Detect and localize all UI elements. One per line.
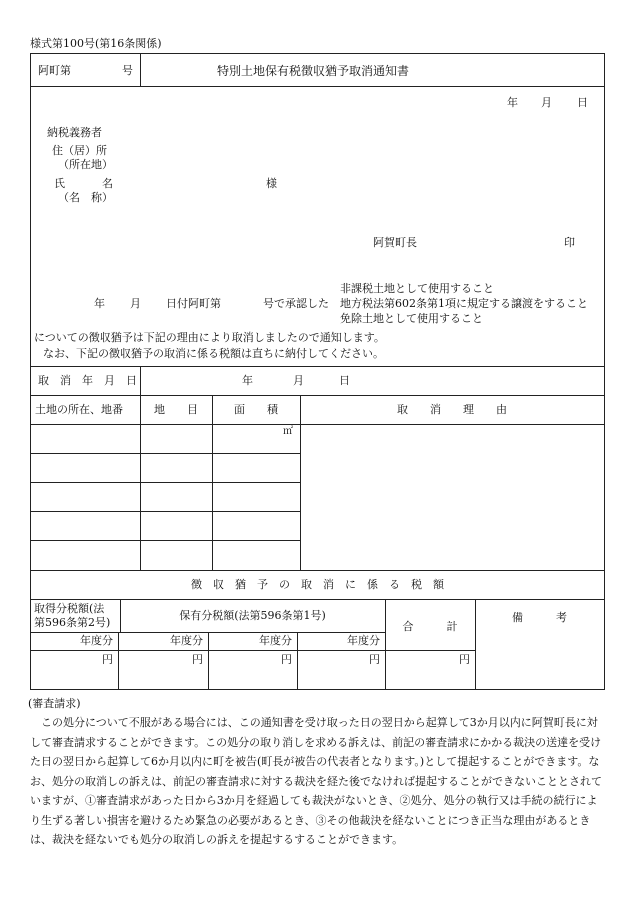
doc-number-prefix: 阿町第 [38,64,71,77]
tax-col-4 [385,599,386,689]
address-sub-label: （所在地） [58,158,113,171]
cancel-date-vline [140,366,141,395]
cancel-date-label: 取 消 年 月 日 [38,374,137,387]
seal-mark: 印 [564,236,575,249]
year-part-acq: 年度分 [80,634,113,647]
approval-option-2: 地方税法第602条第1項に規定する譲渡をすること [340,297,588,310]
address-label: 住（居）所 [52,144,107,157]
appeal-heading: (審査請求) [28,697,81,710]
approval-year: 年 [94,297,105,310]
cancel-date-month: 月 [293,374,304,387]
hold-label: 保有分税額(法第596条第1号) [179,609,326,622]
land-row-line-2 [30,482,300,483]
remarks-label: 備 考 [512,611,567,624]
col-area: 面 積 [234,403,278,416]
document-title: 特別土地保有税徴収猶予取消通知書 [217,64,410,78]
total-label: 合 計 [402,620,458,633]
yen-hold-2: 円 [281,653,292,666]
date-month: 月 [541,96,552,109]
year-part-hold-2: 年度分 [259,634,292,647]
taxpayer-heading: 納税義務者 [47,126,102,139]
approval-option-3: 免除土地として使用すること [340,312,483,325]
frame-right [604,53,605,690]
tax-year-divider [30,650,475,651]
tax-section-title: 徴 収 猶 予 の 取 消 に 係 る 税 額 [191,578,444,591]
name-label-2: 名 [102,177,113,190]
date-year: 年 [507,96,518,109]
col-reason: 取 消 理 由 [397,403,507,416]
date-day: 日 [577,96,588,109]
year-part-hold-1: 年度分 [170,634,203,647]
land-row-line-3 [30,511,300,512]
frame-top [30,53,605,54]
header-vline [140,53,141,86]
approval-option-1: 非課税土地として使用すること [340,282,494,295]
land-col-line-1 [140,395,141,570]
honorific: 様 [266,177,277,190]
land-table-bottom [30,570,605,571]
col-location: 土地の所在、地番 [35,403,123,416]
approval-date-ref: 日付阿町第 [166,297,221,310]
approval-month: 月 [130,297,141,310]
area-unit: ㎡ [283,426,293,437]
yen-acq: 円 [102,653,113,666]
yen-total: 円 [459,653,470,666]
notice-line-1: についての徴収猶予は下記の理由により取消しましたので通知します。 [34,331,385,344]
cancel-date-year: 年 [242,374,253,387]
appeal-body: この処分について不服がある場合には、この通知書を受け取った日の翌日から起算して3か月以内に阿賀町長に対して審査請求することができます。この処分の取り消しを求める訴えは、前記の審査請求にかかる裁決の送達を受けた日の翌日から起算して6か月以内に町を被告(町長が被告の代表者となります。)として提起することができます。なお、処分の取消しの訴えは、前記の審査請求に対する裁決を経た後でなければ提起することができないこととされていますが、①審査請求があった日から3か月を経過しても裁決がないとき、②処分、処分の執行又は手続の続行により生ずる著しい損害を避けるため緊急の必要があるとき、③その他裁決を経ないことにつき正当な理由があるときは、裁決を経ないでも処分の取消しの訴えを提起するすることができます。 [30,716,602,846]
doc-number-suffix: 号 [122,64,133,77]
col-category: 地 目 [154,403,198,416]
form-id: 様式第100号(第16条関係) [30,37,162,50]
tax-title-divider [30,599,605,600]
approval-approved: 号で承認した [263,297,329,310]
notice-divider [30,366,605,367]
frame-bottom [30,689,605,690]
name-label-1: 氏 [54,177,65,190]
cancel-date-divider [30,395,605,396]
land-row-line-4 [30,540,300,541]
land-row-line-1 [30,453,300,454]
land-header-divider [30,424,605,425]
frame-left [30,53,31,690]
header-divider [30,86,605,87]
acq-label-2: 第596条第2号) [34,616,111,629]
issuer-name: 阿賀町長 [373,236,417,249]
land-col-line-3 [300,395,301,570]
cancel-date-day: 日 [339,374,350,387]
acq-label-1: 取得分税額(法 [34,602,105,615]
yen-hold-1: 円 [192,653,203,666]
land-col-line-2 [212,395,213,570]
name-sub-label: （名 称） [58,191,113,204]
notice-line-2: なお、下記の徴収猶予の取消に係る税額は直ちに納付してください。 [43,347,384,360]
yen-hold-3: 円 [369,653,380,666]
year-part-hold-3: 年度分 [347,634,380,647]
